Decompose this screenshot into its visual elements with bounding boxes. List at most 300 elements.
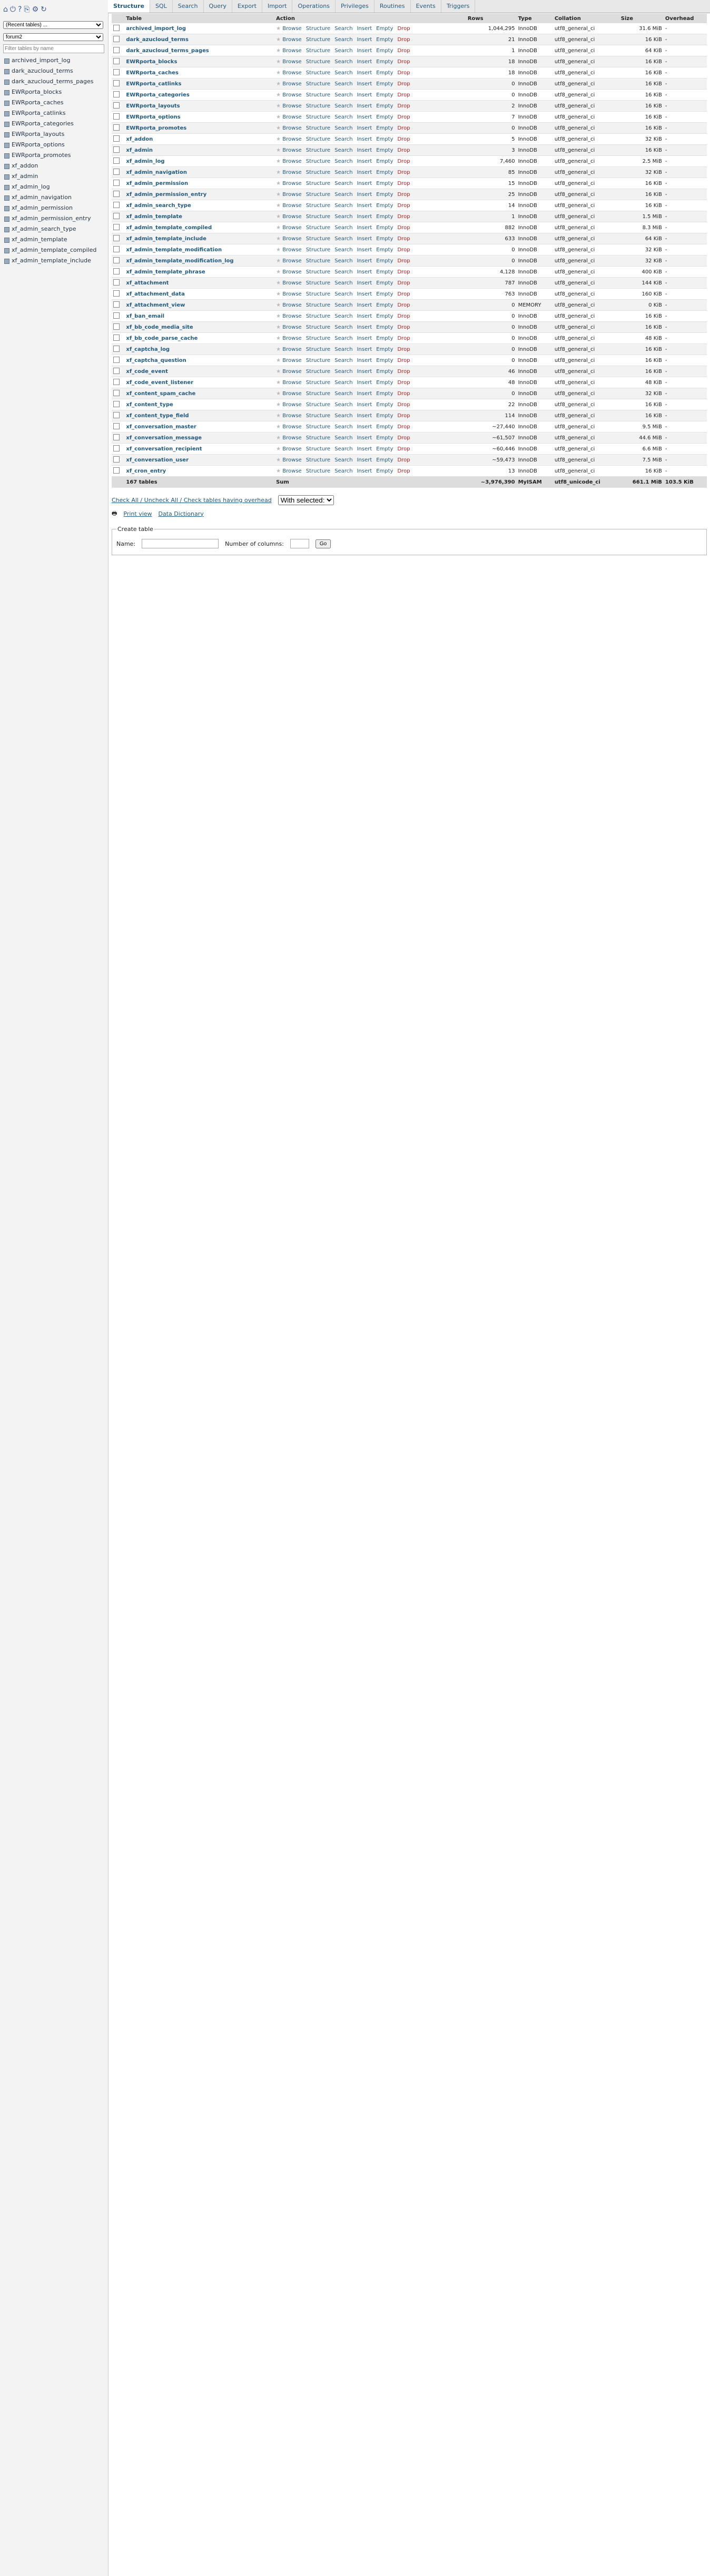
nav-table-item[interactable]: EWRporta_layouts xyxy=(0,129,108,140)
favorite-star-icon[interactable]: ★ xyxy=(276,81,283,87)
favorite-star-icon[interactable]: ★ xyxy=(276,302,283,308)
empty-action[interactable]: Empty xyxy=(376,70,393,76)
empty-action[interactable]: Empty xyxy=(376,47,393,54)
drop-action[interactable]: Drop xyxy=(397,390,410,397)
favorite-star-icon[interactable]: ★ xyxy=(276,457,283,463)
favorite-star-icon[interactable]: ★ xyxy=(276,269,283,275)
browse-action[interactable]: Browse xyxy=(282,70,302,76)
favorite-star-icon[interactable]: ★ xyxy=(276,235,283,242)
search-action[interactable]: Search xyxy=(334,125,353,131)
insert-action[interactable]: Insert xyxy=(357,247,372,253)
table-name[interactable]: xf_captcha_question xyxy=(124,355,274,366)
browse-action[interactable]: Browse xyxy=(282,125,302,131)
search-action[interactable]: Search xyxy=(334,258,353,264)
recent-tables-select[interactable] xyxy=(3,21,103,29)
insert-action[interactable]: Insert xyxy=(357,401,372,408)
insert-action[interactable]: Insert xyxy=(357,70,372,76)
table-name[interactable]: xf_bb_code_parse_cache xyxy=(124,333,274,344)
browse-action[interactable]: Browse xyxy=(282,92,302,98)
row-checkbox[interactable] xyxy=(113,290,120,297)
favorite-star-icon[interactable]: ★ xyxy=(276,401,283,408)
search-action[interactable]: Search xyxy=(334,435,353,441)
database-select[interactable] xyxy=(3,33,103,41)
search-action[interactable]: Search xyxy=(334,468,353,474)
table-name[interactable]: xf_captcha_log xyxy=(124,344,274,355)
row-checkbox[interactable] xyxy=(113,434,120,440)
drop-action[interactable]: Drop xyxy=(397,368,410,375)
structure-action[interactable]: Structure xyxy=(305,147,331,153)
browse-action[interactable]: Browse xyxy=(282,401,302,408)
browse-action[interactable]: Browse xyxy=(282,258,302,264)
browse-action[interactable]: Browse xyxy=(282,435,302,441)
favorite-star-icon[interactable]: ★ xyxy=(276,324,283,330)
settings-icon[interactable]: ⚙ xyxy=(32,5,39,14)
empty-action[interactable]: Empty xyxy=(376,36,393,43)
table-name[interactable]: xf_addon xyxy=(124,134,274,145)
nav-table-item[interactable]: xf_admin xyxy=(0,171,108,182)
tab-privileges[interactable]: Privileges xyxy=(336,0,374,13)
browse-action[interactable]: Browse xyxy=(282,357,302,363)
docs-icon[interactable]: ⎘ xyxy=(24,5,30,14)
search-action[interactable]: Search xyxy=(334,424,353,430)
browse-action[interactable]: Browse xyxy=(282,424,302,430)
tab-routines[interactable]: Routines xyxy=(374,0,411,13)
search-action[interactable]: Search xyxy=(334,412,353,419)
drop-action[interactable]: Drop xyxy=(397,58,410,65)
search-action[interactable]: Search xyxy=(334,158,353,164)
search-action[interactable]: Search xyxy=(334,92,353,98)
browse-action[interactable]: Browse xyxy=(282,136,302,142)
drop-action[interactable]: Drop xyxy=(397,269,410,275)
empty-action[interactable]: Empty xyxy=(376,235,393,242)
insert-action[interactable]: Insert xyxy=(357,412,372,419)
drop-action[interactable]: Drop xyxy=(397,213,410,220)
structure-action[interactable]: Structure xyxy=(305,390,331,397)
insert-action[interactable]: Insert xyxy=(357,224,372,231)
favorite-star-icon[interactable]: ★ xyxy=(276,103,283,109)
structure-action[interactable]: Structure xyxy=(305,36,331,43)
search-action[interactable]: Search xyxy=(334,357,353,363)
search-action[interactable]: Search xyxy=(334,136,353,142)
drop-action[interactable]: Drop xyxy=(397,125,410,131)
reload-icon[interactable]: ↻ xyxy=(41,5,47,14)
favorite-star-icon[interactable]: ★ xyxy=(276,125,283,131)
drop-action[interactable]: Drop xyxy=(397,435,410,441)
search-action[interactable]: Search xyxy=(334,169,353,175)
browse-action[interactable]: Browse xyxy=(282,324,302,330)
search-action[interactable]: Search xyxy=(334,401,353,408)
structure-action[interactable]: Structure xyxy=(305,346,331,352)
column-header-type[interactable]: Type xyxy=(517,14,553,23)
table-name[interactable]: dark_azucloud_terms xyxy=(124,34,274,45)
structure-action[interactable]: Structure xyxy=(305,213,331,220)
table-name[interactable]: xf_conversation_message xyxy=(124,432,274,444)
nav-table-item[interactable]: EWRporta_blocks xyxy=(0,87,108,97)
row-checkbox[interactable] xyxy=(113,301,120,308)
browse-action[interactable]: Browse xyxy=(282,280,302,286)
insert-action[interactable]: Insert xyxy=(357,368,372,375)
empty-action[interactable]: Empty xyxy=(376,280,393,286)
row-checkbox[interactable] xyxy=(113,467,120,474)
search-action[interactable]: Search xyxy=(334,324,353,330)
insert-action[interactable]: Insert xyxy=(357,25,372,32)
favorite-star-icon[interactable]: ★ xyxy=(276,379,283,386)
empty-action[interactable]: Empty xyxy=(376,136,393,142)
insert-action[interactable]: Insert xyxy=(357,258,372,264)
drop-action[interactable]: Drop xyxy=(397,169,410,175)
empty-action[interactable]: Empty xyxy=(376,269,393,275)
search-action[interactable]: Search xyxy=(334,191,353,198)
empty-action[interactable]: Empty xyxy=(376,169,393,175)
structure-action[interactable]: Structure xyxy=(305,191,331,198)
insert-action[interactable]: Insert xyxy=(357,390,372,397)
favorite-star-icon[interactable]: ★ xyxy=(276,390,283,397)
empty-action[interactable]: Empty xyxy=(376,213,393,220)
insert-action[interactable]: Insert xyxy=(357,324,372,330)
empty-action[interactable]: Empty xyxy=(376,180,393,186)
browse-action[interactable]: Browse xyxy=(282,58,302,65)
favorite-star-icon[interactable]: ★ xyxy=(276,335,283,341)
drop-action[interactable]: Drop xyxy=(397,247,410,253)
row-checkbox[interactable] xyxy=(113,401,120,407)
insert-action[interactable]: Insert xyxy=(357,180,372,186)
empty-action[interactable]: Empty xyxy=(376,147,393,153)
drop-action[interactable]: Drop xyxy=(397,446,410,452)
row-checkbox[interactable] xyxy=(113,323,120,330)
browse-action[interactable]: Browse xyxy=(282,269,302,275)
row-checkbox[interactable] xyxy=(113,58,120,64)
tab-import[interactable]: Import xyxy=(262,0,293,13)
table-name[interactable]: EWRporta_promotes xyxy=(124,123,274,134)
insert-action[interactable]: Insert xyxy=(357,103,372,109)
favorite-star-icon[interactable]: ★ xyxy=(276,446,283,452)
empty-action[interactable]: Empty xyxy=(376,412,393,419)
favorite-star-icon[interactable]: ★ xyxy=(276,158,283,164)
browse-action[interactable]: Browse xyxy=(282,169,302,175)
table-name[interactable]: archived_import_log xyxy=(124,23,274,34)
search-action[interactable]: Search xyxy=(334,70,353,76)
empty-action[interactable]: Empty xyxy=(376,457,393,463)
tab-query[interactable]: Query xyxy=(204,0,232,13)
structure-action[interactable]: Structure xyxy=(305,158,331,164)
drop-action[interactable]: Drop xyxy=(397,224,410,231)
structure-action[interactable]: Structure xyxy=(305,258,331,264)
favorite-star-icon[interactable]: ★ xyxy=(276,213,283,220)
insert-action[interactable]: Insert xyxy=(357,446,372,452)
empty-action[interactable]: Empty xyxy=(376,390,393,397)
search-action[interactable]: Search xyxy=(334,81,353,87)
drop-action[interactable]: Drop xyxy=(397,180,410,186)
insert-action[interactable]: Insert xyxy=(357,47,372,54)
table-name[interactable]: xf_ban_email xyxy=(124,311,274,322)
favorite-star-icon[interactable]: ★ xyxy=(276,202,283,209)
insert-action[interactable]: Insert xyxy=(357,114,372,120)
browse-action[interactable]: Browse xyxy=(282,147,302,153)
row-checkbox[interactable] xyxy=(113,47,120,53)
row-checkbox[interactable] xyxy=(113,346,120,352)
empty-action[interactable]: Empty xyxy=(376,224,393,231)
table-name[interactable]: xf_admin_template_modification xyxy=(124,244,274,255)
drop-action[interactable]: Drop xyxy=(397,81,410,87)
insert-action[interactable]: Insert xyxy=(357,213,372,220)
nav-table-item[interactable]: xf_addon xyxy=(0,161,108,171)
browse-action[interactable]: Browse xyxy=(282,335,302,341)
drop-action[interactable]: Drop xyxy=(397,302,410,308)
row-checkbox[interactable] xyxy=(113,69,120,75)
insert-action[interactable]: Insert xyxy=(357,202,372,209)
browse-action[interactable]: Browse xyxy=(282,468,302,474)
favorite-star-icon[interactable]: ★ xyxy=(276,114,283,120)
table-name[interactable]: dark_azucloud_terms_pages xyxy=(124,45,274,56)
structure-action[interactable]: Structure xyxy=(305,103,331,109)
empty-action[interactable]: Empty xyxy=(376,81,393,87)
drop-action[interactable]: Drop xyxy=(397,335,410,341)
empty-action[interactable]: Empty xyxy=(376,191,393,198)
drop-action[interactable]: Drop xyxy=(397,114,410,120)
structure-action[interactable]: Structure xyxy=(305,291,331,297)
empty-action[interactable]: Empty xyxy=(376,324,393,330)
table-name[interactable]: xf_conversation_recipient xyxy=(124,444,274,455)
favorite-star-icon[interactable]: ★ xyxy=(276,224,283,231)
empty-action[interactable]: Empty xyxy=(376,379,393,386)
drop-action[interactable]: Drop xyxy=(397,412,410,419)
empty-action[interactable]: Empty xyxy=(376,357,393,363)
browse-action[interactable]: Browse xyxy=(282,446,302,452)
row-checkbox[interactable] xyxy=(113,80,120,86)
drop-action[interactable]: Drop xyxy=(397,258,410,264)
row-checkbox[interactable] xyxy=(113,124,120,131)
structure-action[interactable]: Structure xyxy=(305,335,331,341)
row-checkbox[interactable] xyxy=(113,235,120,241)
row-checkbox[interactable] xyxy=(113,213,120,219)
table-name[interactable]: xf_content_spam_cache xyxy=(124,388,274,399)
favorite-star-icon[interactable]: ★ xyxy=(276,180,283,186)
favorite-star-icon[interactable]: ★ xyxy=(276,25,283,32)
empty-action[interactable]: Empty xyxy=(376,435,393,441)
with-selected-select[interactable] xyxy=(278,495,334,505)
drop-action[interactable]: Drop xyxy=(397,424,410,430)
structure-action[interactable]: Structure xyxy=(305,446,331,452)
table-name[interactable]: EWRporta_blocks xyxy=(124,56,274,67)
insert-action[interactable]: Insert xyxy=(357,280,372,286)
insert-action[interactable]: Insert xyxy=(357,125,372,131)
row-checkbox[interactable] xyxy=(113,180,120,186)
nav-table-item[interactable]: xf_admin_search_type xyxy=(0,224,108,234)
favorite-star-icon[interactable]: ★ xyxy=(276,147,283,153)
browse-action[interactable]: Browse xyxy=(282,412,302,419)
structure-action[interactable]: Structure xyxy=(305,247,331,253)
table-name[interactable]: xf_code_event_listener xyxy=(124,377,274,388)
empty-action[interactable]: Empty xyxy=(376,291,393,297)
favorite-star-icon[interactable]: ★ xyxy=(276,291,283,297)
table-name[interactable]: xf_admin_log xyxy=(124,156,274,167)
drop-action[interactable]: Drop xyxy=(397,401,410,408)
insert-action[interactable]: Insert xyxy=(357,136,372,142)
table-name[interactable]: EWRporta_caches xyxy=(124,67,274,78)
structure-action[interactable]: Structure xyxy=(305,468,331,474)
search-action[interactable]: Search xyxy=(334,36,353,43)
structure-action[interactable]: Structure xyxy=(305,280,331,286)
browse-action[interactable]: Browse xyxy=(282,247,302,253)
row-checkbox[interactable] xyxy=(113,102,120,109)
drop-action[interactable]: Drop xyxy=(397,147,410,153)
empty-action[interactable]: Empty xyxy=(376,368,393,375)
empty-action[interactable]: Empty xyxy=(376,202,393,209)
table-filter-input[interactable] xyxy=(3,44,104,53)
insert-action[interactable]: Insert xyxy=(357,235,372,242)
drop-action[interactable]: Drop xyxy=(397,92,410,98)
search-action[interactable]: Search xyxy=(334,180,353,186)
help-icon[interactable]: ? xyxy=(17,5,22,14)
browse-action[interactable]: Browse xyxy=(282,291,302,297)
insert-action[interactable]: Insert xyxy=(357,468,372,474)
browse-action[interactable]: Browse xyxy=(282,235,302,242)
nav-table-item[interactable]: dark_azucloud_terms_pages xyxy=(0,76,108,87)
favorite-star-icon[interactable]: ★ xyxy=(276,36,283,43)
structure-action[interactable]: Structure xyxy=(305,357,331,363)
row-checkbox[interactable] xyxy=(113,456,120,463)
drop-action[interactable]: Drop xyxy=(397,357,410,363)
insert-action[interactable]: Insert xyxy=(357,269,372,275)
favorite-star-icon[interactable]: ★ xyxy=(276,258,283,264)
structure-action[interactable]: Structure xyxy=(305,92,331,98)
print-view-link[interactable]: Print view xyxy=(123,510,152,517)
tab-export[interactable]: Export xyxy=(232,0,262,13)
table-name[interactable]: xf_attachment xyxy=(124,278,274,289)
nav-table-item[interactable]: EWRporta_catlinks xyxy=(0,108,108,119)
structure-action[interactable]: Structure xyxy=(305,302,331,308)
drop-action[interactable]: Drop xyxy=(397,47,410,54)
search-action[interactable]: Search xyxy=(334,313,353,319)
drop-action[interactable]: Drop xyxy=(397,202,410,209)
row-checkbox[interactable] xyxy=(113,357,120,363)
drop-action[interactable]: Drop xyxy=(397,324,410,330)
favorite-star-icon[interactable]: ★ xyxy=(276,280,283,286)
favorite-star-icon[interactable]: ★ xyxy=(276,247,283,253)
search-action[interactable]: Search xyxy=(334,379,353,386)
row-checkbox[interactable] xyxy=(113,412,120,418)
empty-action[interactable]: Empty xyxy=(376,25,393,32)
structure-action[interactable]: Structure xyxy=(305,81,331,87)
row-checkbox[interactable] xyxy=(113,279,120,286)
empty-action[interactable]: Empty xyxy=(376,92,393,98)
nav-table-item[interactable]: EWRporta_promotes xyxy=(0,150,108,161)
drop-action[interactable]: Drop xyxy=(397,280,410,286)
table-name[interactable]: xf_admin_navigation xyxy=(124,167,274,178)
browse-action[interactable]: Browse xyxy=(282,390,302,397)
favorite-star-icon[interactable]: ★ xyxy=(276,58,283,65)
home-icon[interactable]: ⌂ xyxy=(3,5,8,14)
row-checkbox[interactable] xyxy=(113,423,120,429)
structure-action[interactable]: Structure xyxy=(305,136,331,142)
empty-action[interactable]: Empty xyxy=(376,302,393,308)
favorite-star-icon[interactable]: ★ xyxy=(276,169,283,175)
favorite-star-icon[interactable]: ★ xyxy=(276,92,283,98)
insert-action[interactable]: Insert xyxy=(357,435,372,441)
structure-action[interactable]: Structure xyxy=(305,202,331,209)
insert-action[interactable]: Insert xyxy=(357,302,372,308)
browse-action[interactable]: Browse xyxy=(282,36,302,43)
empty-action[interactable]: Empty xyxy=(376,424,393,430)
insert-action[interactable]: Insert xyxy=(357,191,372,198)
empty-action[interactable]: Empty xyxy=(376,258,393,264)
favorite-star-icon[interactable]: ★ xyxy=(276,468,283,474)
browse-action[interactable]: Browse xyxy=(282,47,302,54)
search-action[interactable]: Search xyxy=(334,224,353,231)
structure-action[interactable]: Structure xyxy=(305,47,331,54)
structure-action[interactable]: Structure xyxy=(305,169,331,175)
search-action[interactable]: Search xyxy=(334,213,353,220)
search-action[interactable]: Search xyxy=(334,47,353,54)
tab-search[interactable]: Search xyxy=(173,0,204,13)
structure-action[interactable]: Structure xyxy=(305,379,331,386)
column-header-collation[interactable]: Collation xyxy=(553,14,619,23)
table-name[interactable]: EWRporta_layouts xyxy=(124,101,274,112)
row-checkbox[interactable] xyxy=(113,335,120,341)
structure-action[interactable]: Structure xyxy=(305,435,331,441)
favorite-star-icon[interactable]: ★ xyxy=(276,357,283,363)
browse-action[interactable]: Browse xyxy=(282,379,302,386)
table-name[interactable]: xf_admin_permission_entry xyxy=(124,189,274,200)
search-action[interactable]: Search xyxy=(334,114,353,120)
structure-action[interactable]: Structure xyxy=(305,58,331,65)
search-action[interactable]: Search xyxy=(334,269,353,275)
favorite-star-icon[interactable]: ★ xyxy=(276,136,283,142)
drop-action[interactable]: Drop xyxy=(397,346,410,352)
empty-action[interactable]: Empty xyxy=(376,335,393,341)
empty-action[interactable]: Empty xyxy=(376,103,393,109)
empty-action[interactable]: Empty xyxy=(376,247,393,253)
table-name[interactable]: EWRporta_catlinks xyxy=(124,78,274,90)
table-name[interactable]: xf_admin_search_type xyxy=(124,200,274,211)
search-action[interactable]: Search xyxy=(334,446,353,452)
nav-table-item[interactable]: xf_admin_log xyxy=(0,182,108,192)
structure-action[interactable]: Structure xyxy=(305,125,331,131)
favorite-star-icon[interactable]: ★ xyxy=(276,70,283,76)
search-action[interactable]: Search xyxy=(334,368,353,375)
structure-action[interactable]: Structure xyxy=(305,70,331,76)
drop-action[interactable]: Drop xyxy=(397,457,410,463)
insert-action[interactable]: Insert xyxy=(357,58,372,65)
drop-action[interactable]: Drop xyxy=(397,36,410,43)
browse-action[interactable]: Browse xyxy=(282,103,302,109)
search-action[interactable]: Search xyxy=(334,147,353,153)
drop-action[interactable]: Drop xyxy=(397,136,410,142)
nav-table-item[interactable]: archived_import_log xyxy=(0,55,108,66)
row-checkbox[interactable] xyxy=(113,25,120,31)
favorite-star-icon[interactable]: ★ xyxy=(276,346,283,352)
search-action[interactable]: Search xyxy=(334,390,353,397)
nav-table-item[interactable]: xf_admin_template_compiled xyxy=(0,245,108,255)
search-action[interactable]: Search xyxy=(334,302,353,308)
data-dictionary-link[interactable]: Data Dictionary xyxy=(158,510,204,517)
structure-action[interactable]: Structure xyxy=(305,457,331,463)
browse-action[interactable]: Browse xyxy=(282,158,302,164)
empty-action[interactable]: Empty xyxy=(376,468,393,474)
browse-action[interactable]: Browse xyxy=(282,81,302,87)
column-header-overhead[interactable]: Overhead xyxy=(664,14,707,23)
table-name[interactable]: xf_conversation_master xyxy=(124,421,274,432)
structure-action[interactable]: Structure xyxy=(305,424,331,430)
structure-action[interactable]: Structure xyxy=(305,269,331,275)
table-name[interactable]: xf_admin_template_modification_log xyxy=(124,255,274,267)
table-name[interactable]: xf_content_type xyxy=(124,399,274,410)
drop-action[interactable]: Drop xyxy=(397,235,410,242)
table-name[interactable]: xf_conversation_user xyxy=(124,455,274,466)
row-checkbox[interactable] xyxy=(113,191,120,197)
tab-structure[interactable]: Structure xyxy=(108,0,150,13)
row-checkbox[interactable] xyxy=(113,158,120,164)
